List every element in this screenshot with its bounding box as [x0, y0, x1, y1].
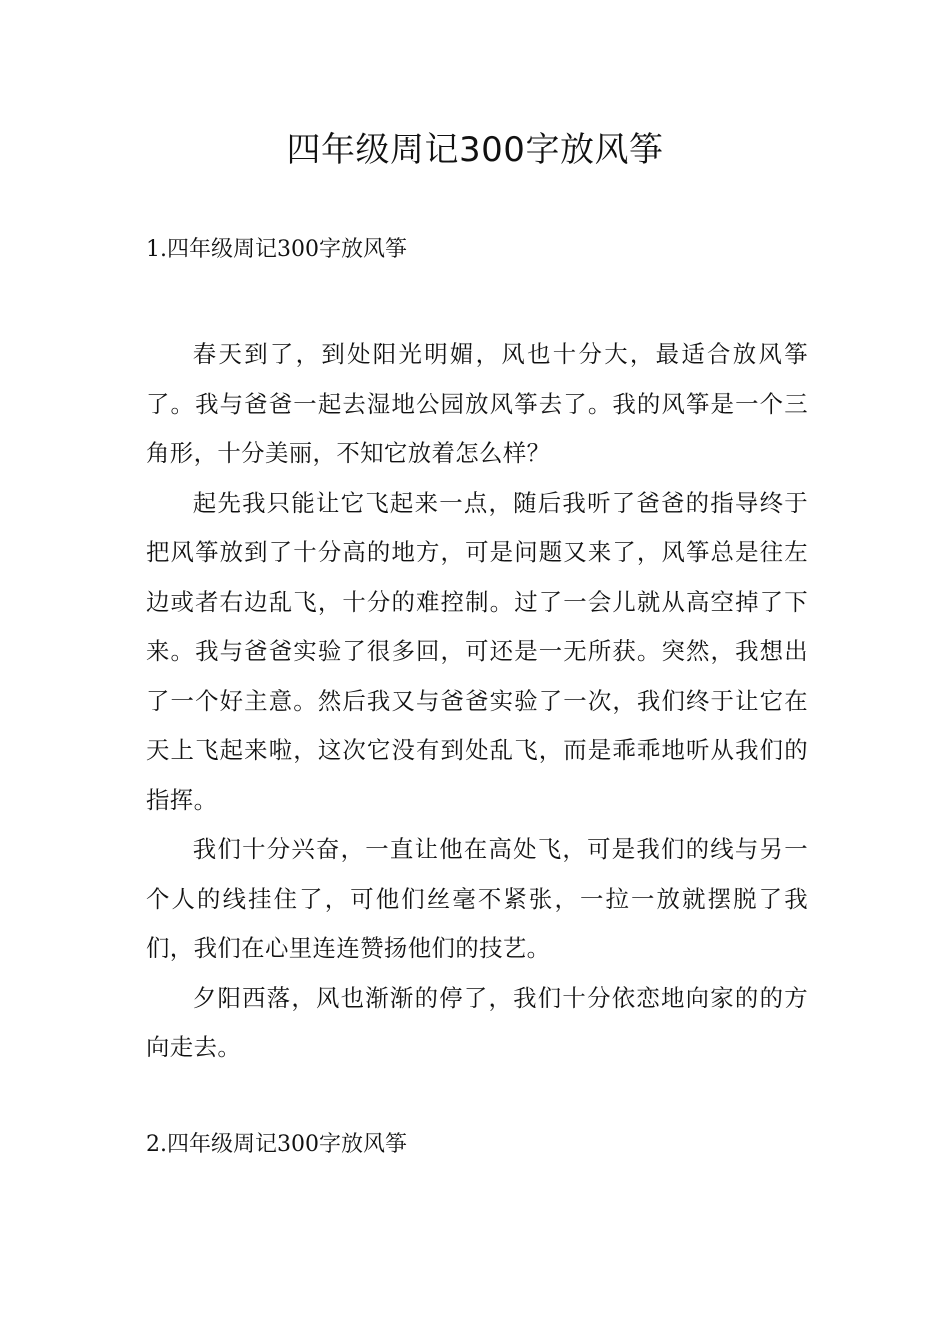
document-title: 四年级周记300字放风筝	[286, 130, 664, 170]
section-heading-2: 2.四年级周记300字放风筝	[146, 1132, 407, 1157]
paragraph-3: 我们十分兴奋，一直让他在高处飞，可是我们的线与另一个人的线挂住了，可他们丝毫不紧张，一拉一放就摆脱了我们，我们在心里连连赞扬他们的技艺。	[146, 835, 808, 962]
section-1-body	[146, 330, 808, 1073]
paragraph-1: 春天到了，到处阳光明媚，风也十分大，最适合放风筝了。我与爸爸一起去湿地公园放风筝去了。我的风筝是一个三角形，十分美丽，不知它放着怎么样？	[146, 340, 808, 467]
section-heading-1: 1.四年级周记300字放风筝	[146, 237, 407, 262]
paragraph-4: 夕阳西落，风也渐渐的停了，我们十分依恋地向家的的方向走去。	[146, 983, 808, 1061]
paragraph-2: 起先我只能让它飞起来一点，随后我听了爸爸的指导终于把风筝放到了十分高的地方，可是问题又来了，风筝总是往左边或者右边乱飞，十分的难控制。过了一会儿就从高空掉了下来。我与爸爸实验了很多回，可还是一无所获。突然，我想出了一个好主意。然后我又与爸爸实验了一次，我们终于让它在天上飞起来啦，这次它没有到处乱飞，而是乖乖地听从我们的指挥。	[146, 488, 808, 814]
